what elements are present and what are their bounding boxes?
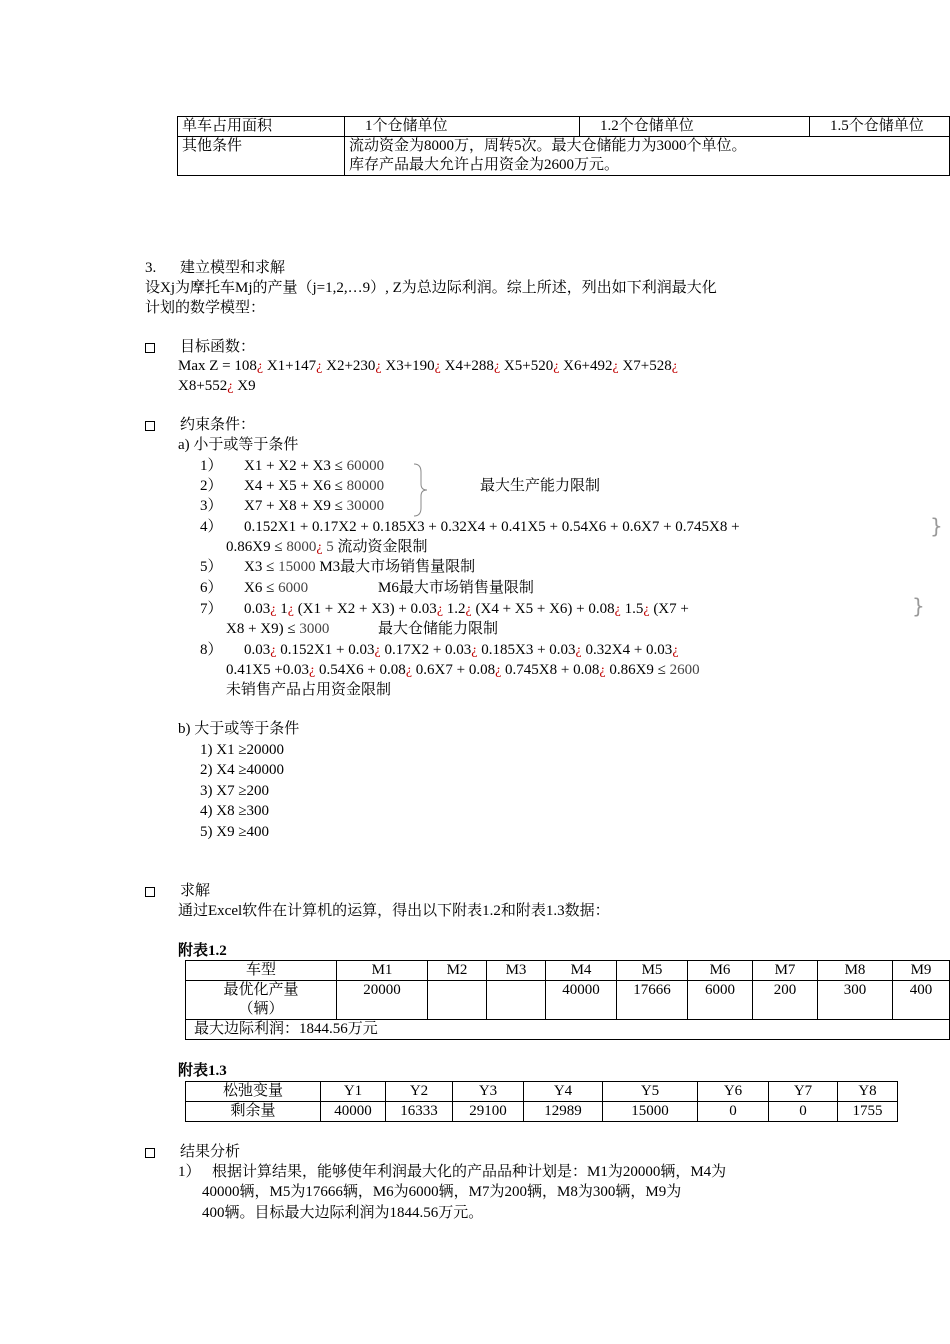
table-header: Y5 bbox=[603, 1082, 698, 1102]
constraint-4-line-2 bbox=[226, 537, 428, 558]
table-row bbox=[186, 1020, 950, 1040]
constraint-4-line-1: 0.152X1 + 0.17X2 + 0.185X3 + 0.32X4 + 0.41X5 + 0.54X6 + 0.6X7 + 0.745X8 + bbox=[244, 519, 740, 535]
table-header: M2 bbox=[428, 961, 487, 981]
constraint-6 bbox=[244, 578, 308, 598]
intro-line-2: 计划的数学模型： bbox=[145, 300, 266, 316]
constraint-7-line-2 bbox=[226, 619, 329, 639]
table-row bbox=[178, 117, 950, 137]
table-cell: 0 bbox=[698, 1102, 769, 1122]
constraints-b-label: b) 大于或等于条件 bbox=[178, 721, 300, 737]
constraint-rhs: 3000 bbox=[299, 621, 330, 637]
table-caption: 附表1.2 bbox=[178, 943, 227, 959]
table-cell: 单车占用面积 bbox=[178, 117, 345, 137]
table-header: Y7 bbox=[769, 1082, 838, 1102]
table-cell bbox=[428, 981, 487, 1020]
glyph-marker: ¿ bbox=[672, 643, 679, 658]
table-cell: 16333 bbox=[386, 1102, 453, 1122]
constraint-rhs: 2600 bbox=[669, 662, 700, 678]
constraint-num: 4） bbox=[200, 519, 223, 535]
brace-icon bbox=[412, 462, 430, 518]
list-item: 2) X4 ≥40000 bbox=[200, 762, 285, 778]
constraint-1 bbox=[244, 456, 384, 476]
list-item: 1) X1 ≥20000 bbox=[200, 742, 285, 758]
table-header: M3 bbox=[487, 961, 546, 981]
analysis-line-3: 400辆。目标最大边际利润为1844.56万元。 bbox=[202, 1205, 484, 1221]
glyph-marker: ¿ bbox=[553, 359, 560, 374]
table-header: M6 bbox=[688, 961, 753, 981]
table-1-2 bbox=[185, 960, 950, 1040]
glyph-marker: ¿ bbox=[614, 602, 621, 617]
constraint-expr: X7 + X8 + X9 ≤ bbox=[244, 498, 347, 514]
intro-line-1: 设Xj为摩托车Mj的产量（j=1,2,…9）, Z为总边际利润。综上所述，列出如下利润最大化 bbox=[145, 280, 717, 296]
constraint-expr: 0.41X5 +0.03¿ 0.54X6 + 0.08¿ 0.6X7 + 0.08¿ 0.745X8 + 0.08¿ 0.86X9 ≤ bbox=[226, 662, 670, 678]
table-caption: 附表1.3 bbox=[178, 1063, 227, 1079]
constraint-5 bbox=[244, 557, 475, 577]
glyph-marker: ¿ bbox=[374, 643, 381, 658]
table-cell: 1.2个仓储单位 bbox=[580, 117, 810, 137]
constraint-2 bbox=[244, 476, 384, 496]
constraint-note: M3最大市场销售量限制 bbox=[315, 559, 476, 575]
table-cell bbox=[186, 981, 337, 1020]
table-header: Y6 bbox=[698, 1082, 769, 1102]
table-cell: 17666 bbox=[617, 981, 688, 1020]
table-cell: 29100 bbox=[453, 1102, 524, 1122]
analysis-line-1: 根据计算结果，能够使年利润最大化的产品品种计划是：M1为20000辆，M4为 bbox=[212, 1164, 727, 1180]
table-row bbox=[186, 1082, 898, 1102]
table-cell: 0 bbox=[769, 1102, 838, 1122]
table-cell: 剩余量 bbox=[186, 1102, 321, 1122]
table-header: 松弛变量 bbox=[186, 1082, 321, 1102]
table-header: Y1 bbox=[321, 1082, 386, 1102]
objective-line-1: Max Z = 108¿ X1+147¿ X2+230¿ X3+190¿ X4+288¿ X5+520¿ X6+492¿ X7+528¿ bbox=[178, 358, 678, 374]
table-cell bbox=[487, 981, 546, 1020]
constraint-expr: X3 ≤ bbox=[244, 559, 279, 575]
table-cell: 400 bbox=[893, 981, 950, 1020]
table-cell: 1个仓储单位 bbox=[345, 117, 580, 137]
glyph-marker: ¿ bbox=[309, 663, 316, 678]
glyph-marker: ¿ bbox=[405, 663, 413, 678]
constraint-rhs: 8000¿ 5 bbox=[286, 539, 334, 555]
glyph-marker: ¿ bbox=[316, 540, 323, 555]
analysis-num: 1） bbox=[178, 1164, 201, 1180]
objective-line-2: X8+552¿ X9 bbox=[178, 378, 256, 394]
table-header: M4 bbox=[546, 961, 617, 981]
constraint-7-line-1: 0.03¿ 1¿ (X1 + X2 + X3) + 0.03¿ 1.2¿ (X4 + X5 + X6) + 0.08¿ 1.5¿ (X7 + bbox=[244, 601, 689, 617]
table-cell: 其他条件 bbox=[178, 137, 345, 176]
glyph-marker: ¿ bbox=[316, 359, 323, 374]
constraint-num: 7） bbox=[200, 601, 223, 617]
section-heading: 建立模型和求解 bbox=[180, 260, 286, 276]
list-item: 5) X9 ≥400 bbox=[200, 824, 270, 840]
constraint-note: 最大仓储能力限制 bbox=[378, 621, 499, 637]
glyph-marker: ¿ bbox=[471, 643, 478, 658]
table-header: M8 bbox=[818, 961, 893, 981]
table-header: 车型 bbox=[186, 961, 337, 981]
constraint-expr: X1 + X2 + X3 ≤ bbox=[244, 458, 347, 474]
table-header: M1 bbox=[337, 961, 428, 981]
analysis-line-2: 40000辆，M5为17666辆，M6为6000辆，M7为200辆，M8为300辆，M9为 bbox=[202, 1184, 682, 1200]
glyph-marker: ¿ bbox=[287, 602, 294, 617]
table-cell: 15000 bbox=[603, 1102, 698, 1122]
constraint-expr: X6 ≤ bbox=[244, 580, 279, 596]
table-cell: 1755 bbox=[838, 1102, 898, 1122]
row-label: 最优化产量 bbox=[223, 982, 299, 998]
glyph-marker: ¿ bbox=[612, 359, 619, 374]
table-cell: 6000 bbox=[688, 981, 753, 1020]
constraint-rhs: 30000 bbox=[346, 498, 385, 514]
analysis-label: 结果分析 bbox=[180, 1144, 241, 1160]
table-header: M5 bbox=[617, 961, 688, 981]
constraint-8-line-2 bbox=[226, 660, 700, 681]
constraint-8-line-3: 未销售产品占用资金限制 bbox=[226, 682, 392, 698]
table-cell: 12989 bbox=[524, 1102, 603, 1122]
constraint-8-line-1: 0.03¿ 0.152X1 + 0.03¿ 0.17X2 + 0.03¿ 0.185X3 + 0.03¿ 0.32X4 + 0.03¿ bbox=[244, 642, 679, 658]
table-1-3 bbox=[185, 1081, 898, 1122]
constraints-a-label: a) 小于或等于条件 bbox=[178, 437, 299, 453]
square-bullet-icon bbox=[145, 1148, 155, 1158]
constraint-expr: X4 + X5 + X6 ≤ bbox=[244, 478, 347, 494]
glyph-marker: ¿ bbox=[270, 602, 277, 617]
table-row bbox=[186, 961, 950, 981]
constraint-note: 最大生产能力限制 bbox=[480, 478, 601, 494]
table-header: Y3 bbox=[453, 1082, 524, 1102]
constraint-expr: 0.86X9 ≤ bbox=[226, 539, 287, 555]
cell-line: 流动资金为8000万，周转5次。最大仓储能力为3000个单位。 bbox=[349, 138, 747, 154]
section-heading-number: 3. bbox=[145, 260, 157, 276]
table-footer: 最大边际利润：1844.56万元 bbox=[186, 1020, 950, 1040]
glyph-marker: ¿ bbox=[436, 602, 444, 617]
glyph-marker: ¿ bbox=[575, 643, 582, 658]
square-bullet-icon bbox=[145, 887, 155, 897]
table-header: Y2 bbox=[386, 1082, 453, 1102]
constraint-3 bbox=[244, 496, 384, 516]
list-item: 3) X7 ≥200 bbox=[200, 783, 270, 799]
constraint-note: M6最大市场销售量限制 bbox=[378, 580, 534, 596]
constraint-num: 8） bbox=[200, 642, 223, 658]
glyph-marker: ¿ bbox=[465, 602, 472, 617]
glyph-marker: ¿ bbox=[227, 379, 234, 394]
constraint-expr: X8 + X9) ≤ bbox=[226, 621, 300, 637]
glyph-marker: ¿ bbox=[256, 359, 264, 374]
table-header: M9 bbox=[893, 961, 950, 981]
table-cell: 40000 bbox=[546, 981, 617, 1020]
constraint-num: 6） bbox=[200, 580, 223, 596]
constraint-num: 5） bbox=[200, 559, 223, 575]
table-header: Y8 bbox=[838, 1082, 898, 1102]
table-cell: 20000 bbox=[337, 981, 428, 1020]
glyph-marker: ¿ bbox=[643, 602, 650, 617]
table-header: M7 bbox=[753, 961, 818, 981]
constraint-num: 3） bbox=[200, 498, 223, 514]
table-header: Y4 bbox=[524, 1082, 603, 1102]
solve-label: 求解 bbox=[180, 883, 211, 899]
table-cell: 40000 bbox=[321, 1102, 386, 1122]
square-bullet-icon bbox=[145, 343, 155, 353]
row-label: （辆） bbox=[238, 1001, 284, 1017]
table-cell: 1.5个仓储单位 bbox=[810, 117, 950, 137]
list-item: 4) X8 ≥300 bbox=[200, 803, 270, 819]
glyph-marker: ¿ bbox=[671, 359, 678, 374]
constraint-rhs: 80000 bbox=[346, 478, 385, 494]
brace-icon: } bbox=[912, 594, 925, 618]
objective-label: 目标函数： bbox=[180, 339, 256, 355]
table-row bbox=[178, 137, 950, 176]
table-row bbox=[186, 981, 950, 1020]
brace-icon: } bbox=[930, 514, 943, 538]
constraint-rhs: 60000 bbox=[346, 458, 385, 474]
top-table bbox=[177, 116, 950, 176]
table-cell: 200 bbox=[753, 981, 818, 1020]
table-row bbox=[186, 1102, 898, 1122]
solve-text: 通过Excel软件在计算机的运算，得出以下附表1.2和附表1.3数据： bbox=[178, 903, 610, 919]
glyph-marker: ¿ bbox=[434, 359, 441, 374]
constraint-rhs: 6000 bbox=[278, 580, 309, 596]
table-cell: 300 bbox=[818, 981, 893, 1020]
constraint-rhs: 15000 bbox=[278, 559, 316, 575]
constraints-label: 约束条件： bbox=[180, 417, 256, 433]
glyph-marker: ¿ bbox=[493, 359, 501, 374]
constraint-note: 流动资金限制 bbox=[333, 539, 428, 555]
table-cell bbox=[345, 137, 950, 176]
square-bullet-icon bbox=[145, 421, 155, 431]
glyph-marker: ¿ bbox=[599, 663, 606, 678]
glyph-marker: ¿ bbox=[270, 643, 277, 658]
cell-line: 库存产品最大允许占用资金为2600万元。 bbox=[349, 157, 620, 173]
constraint-num: 1） bbox=[200, 458, 223, 474]
constraint-num: 2） bbox=[200, 478, 223, 494]
glyph-marker: ¿ bbox=[375, 359, 382, 374]
glyph-marker: ¿ bbox=[495, 663, 502, 678]
